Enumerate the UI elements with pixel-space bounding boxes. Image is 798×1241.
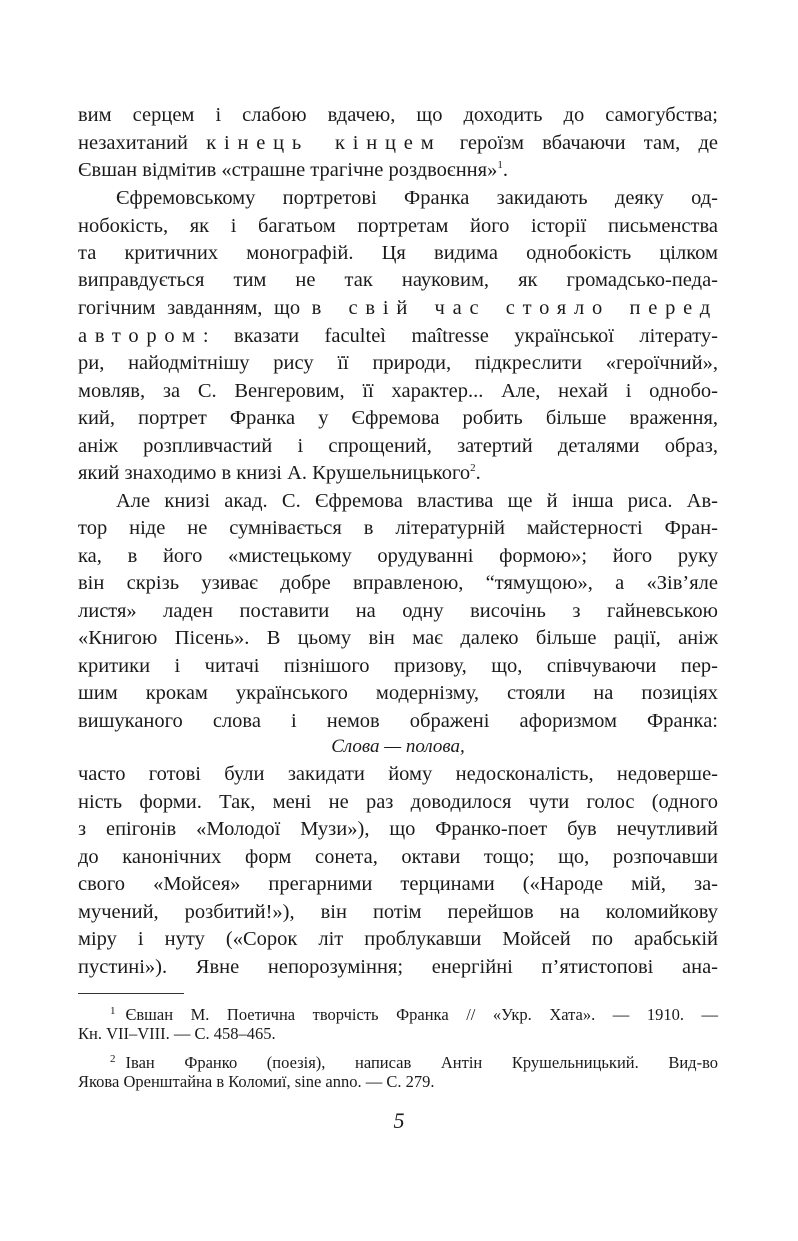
footnote-1 bbox=[110, 1000, 718, 1022]
text-fragment: героїзм вбачаючи там, де bbox=[441, 132, 718, 154]
text-line bbox=[78, 295, 718, 321]
text-fragment: міру і нуту («Сорок літ проблукавши Мойсей по арабській bbox=[78, 928, 718, 950]
text-line bbox=[78, 816, 718, 842]
text-line bbox=[78, 213, 718, 239]
text-line bbox=[78, 130, 718, 156]
text-fragment: до канонічних форм сонета, октави тощо; що, розпочавши bbox=[78, 846, 718, 868]
text-fragment: кий, портрет Франка у Єфремова робить більше враження, bbox=[78, 407, 718, 429]
footnote-mark: 2 bbox=[110, 1053, 116, 1065]
text-line bbox=[78, 789, 718, 815]
text-fragment: ність форми. Так, мені не раз доводилося чути голос (одного bbox=[78, 791, 718, 813]
text-fragment: вишуканого слова і немов ображені афоризмом Франка: bbox=[78, 710, 718, 732]
text-line bbox=[78, 871, 718, 897]
text-fragment: ка, в його «мистецькому орудуванні формою»; його руку bbox=[78, 545, 718, 567]
text-line bbox=[78, 954, 718, 980]
text-fragment: мовляв, за С. Венгеровим, її характер... Але, нехай і однобо- bbox=[78, 380, 718, 402]
spaced-emphasis: кінець кінцем bbox=[206, 132, 442, 154]
text-fragment: нобокість, як і багатьом портретам його історії письменства bbox=[78, 215, 718, 237]
text-line bbox=[78, 570, 718, 596]
text-fragment: ри, найодмітнішу рису її природи, підкреслити «героїчний», bbox=[78, 352, 718, 374]
text-fragment: . bbox=[502, 159, 508, 181]
text-fragment: пустині»). Явне непорозуміння; енергійні п’ятистопові ана- bbox=[78, 956, 718, 978]
footnote-text: Кн. VII–VIII. — С. 458–465. bbox=[78, 1024, 276, 1043]
text-line bbox=[78, 157, 718, 183]
text-line bbox=[78, 625, 718, 651]
text-line bbox=[116, 488, 718, 514]
footnote-text: Якова Оренштайна в Коломиї, sine anno. — С. 279. bbox=[78, 1072, 435, 1091]
text-fragment: з епігонів «Молодої Музи»), що Франко-поет був нечутливий bbox=[78, 818, 718, 840]
text-line bbox=[78, 680, 718, 706]
text-line bbox=[78, 102, 718, 128]
text-line bbox=[78, 267, 718, 293]
footnote-divider bbox=[78, 993, 184, 994]
text-fragment: мучений, розбитий!»), він потім перейшов на коломийкову bbox=[78, 901, 718, 923]
footnote-text: Іван Франко (поезія), написав Антін Крушельницький. Вид-во bbox=[125, 1053, 718, 1072]
text-fragment: . bbox=[475, 462, 481, 484]
footnote-mark: 1 bbox=[110, 1005, 116, 1017]
text-line bbox=[78, 899, 718, 925]
text-fragment: Євшан відмітив «страшне трагічне роздвоєння» bbox=[78, 159, 498, 181]
spaced-emphasis: в свій час стояло перед bbox=[311, 297, 719, 319]
text-fragment: та критичних монографій. Ця видима однобокість цілком bbox=[78, 242, 718, 264]
text-fragment: Але книзі акад. С. Єфремова властива ще й інша риса. Ав- bbox=[116, 490, 718, 512]
footnote-1-cont bbox=[78, 1023, 718, 1045]
text-line bbox=[78, 598, 718, 624]
text-fragment: : вказати faculteì maîtresse української літерату- bbox=[202, 325, 718, 347]
spaced-emphasis: автором bbox=[78, 325, 203, 347]
text-fragment: шим крокам українського модернізму, стояли на позиціях bbox=[78, 682, 718, 704]
text-line bbox=[78, 460, 718, 486]
page-number: 5 bbox=[393, 1108, 405, 1133]
text-fragment: критики і читачі пізнішого призову, що, співчуваючи пер- bbox=[78, 655, 718, 677]
text-line bbox=[78, 543, 718, 569]
footnote-ref[interactable]: 2 bbox=[470, 462, 476, 474]
text-fragment: Єфремовському портретові Франка закидають деяку од- bbox=[116, 187, 718, 209]
text-fragment: свого «Мойсея» прегарними терцинами («Народе мій, за- bbox=[78, 873, 718, 895]
text-fragment: часто готові були закидати йому недосконалість, недоверше- bbox=[78, 763, 718, 785]
text-line bbox=[78, 323, 718, 349]
text-fragment: незахитаний bbox=[78, 132, 207, 154]
text-fragment: він скрізь узиває добре вправленою, “тямущою», а «Зів’яле bbox=[78, 572, 718, 594]
text-fragment: виправдується тим не так науковим, як громадсько-педа- bbox=[78, 269, 718, 291]
text-fragment: який знаходимо в книзі А. Крушельницького bbox=[78, 462, 471, 484]
text-line bbox=[78, 761, 718, 787]
text-line bbox=[78, 433, 718, 459]
text-line bbox=[78, 378, 718, 404]
footnote-text: Євшан М. Поетична творчість Франка // «Укр. Хата». — 1910. — bbox=[125, 1005, 718, 1024]
footnote-2 bbox=[110, 1048, 718, 1070]
quote-text: Слова — полова, bbox=[331, 736, 465, 757]
text-line bbox=[78, 405, 718, 431]
text-fragment: вим серцем і слабою вдачею, що доходить до самогубства; bbox=[78, 104, 718, 126]
text-line bbox=[78, 708, 718, 734]
text-fragment: «Книгою Пісень». В цьому він має далеко більше рації, аніж bbox=[78, 627, 718, 649]
text-line bbox=[78, 515, 718, 541]
quote-line bbox=[78, 734, 718, 760]
text-line bbox=[78, 240, 718, 266]
text-line bbox=[78, 350, 718, 376]
text-fragment: аніж розпливчастий і спрощений, затертий деталями образ, bbox=[78, 435, 718, 457]
footnote-2-cont bbox=[78, 1071, 718, 1093]
footnote-ref[interactable]: 1 bbox=[497, 159, 503, 171]
text-line bbox=[78, 844, 718, 870]
text-fragment: гогічним завданням, що bbox=[78, 297, 312, 319]
text-fragment: листя» ладен поставити на одну височінь з гайневською bbox=[78, 600, 718, 622]
text-line bbox=[116, 185, 718, 211]
text-line bbox=[78, 653, 718, 679]
text-line bbox=[78, 926, 718, 952]
text-fragment: тор ніде не сумнівається в літературній майстерності Фран- bbox=[78, 517, 718, 539]
